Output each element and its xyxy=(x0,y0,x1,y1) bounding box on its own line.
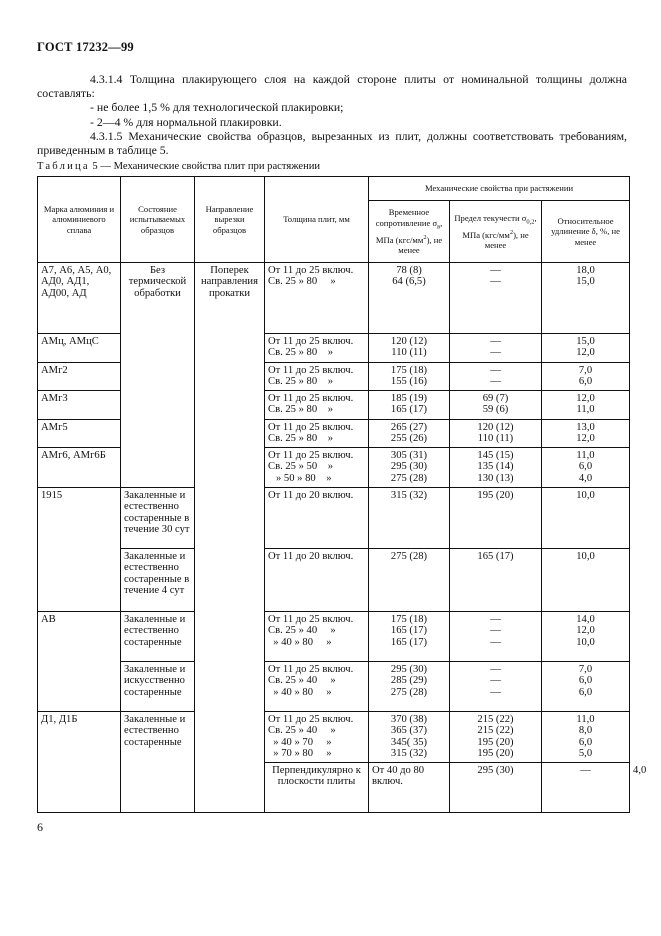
cell-yield: — — — xyxy=(450,612,542,662)
cell-elongation: 13,0 12,0 xyxy=(542,420,630,448)
cell-direction-perpendicular: Перпендикулярно к плоскости плиты xyxy=(265,762,369,812)
cell-thickness: От 40 до 80 включ. xyxy=(369,762,450,812)
cell-grade: 1915 xyxy=(38,488,121,612)
mechanical-properties-table xyxy=(37,176,647,813)
cell-grade: АМц, АМцС xyxy=(38,334,121,363)
list-item-technological: - не более 1,5 % для технологической плакировки; xyxy=(90,100,344,115)
header-thickness: Толщина плит, мм xyxy=(265,177,369,263)
cell-tensile: 295 (30) 285 (29) 275 (28) xyxy=(369,662,450,712)
cell-yield: 165 (17) xyxy=(450,549,542,612)
cell-tensile: 175 (18) 155 (16) xyxy=(369,363,450,391)
cell-tensile: 315 (32) xyxy=(369,488,450,549)
header-state: Состояние испытываемых образцов xyxy=(121,177,195,263)
cell-grade: АМг6, АМг6Б xyxy=(38,448,121,488)
table-row: Перпендикулярно к плоскости плиты От 40 до 80 включ. 295 (30) — 4,0 xyxy=(38,762,630,812)
cell-thickness: От 11 до 25 включ. Св. 25 » 40 » » 40 » 80 » xyxy=(265,612,369,662)
cell-tensile: 175 (18) 165 (17) 165 (17) xyxy=(369,612,450,662)
cell-tensile: 305 (31) 295 (30) 275 (28) xyxy=(369,448,450,488)
cell-state: Закаленные и искусственно состаренные xyxy=(121,662,195,712)
cell-elongation: 12,0 11,0 xyxy=(542,391,630,420)
table-row xyxy=(38,662,630,712)
table-caption-label: Таблица xyxy=(37,161,90,172)
table-row xyxy=(38,263,630,334)
cell-yield: — — — xyxy=(450,662,542,712)
cell-tensile: 370 (38) 365 (37) 345( 35) 315 (32) xyxy=(369,712,450,763)
cell-yield: 120 (12) 110 (11) xyxy=(450,420,542,448)
cell-thickness: От 11 до 25 включ. Св. 25 » 80 » xyxy=(265,334,369,363)
cell-elongation: 7,0 6,0 6,0 xyxy=(542,662,630,712)
cell-state: Закаленные и естественно состаренные xyxy=(121,612,195,662)
cell-grade: АМг2 xyxy=(38,363,121,391)
cell-thickness: От 11 до 25 включ. Св. 25 » 80 » xyxy=(265,363,369,391)
table-row xyxy=(38,712,630,763)
cell-yield: 69 (7) 59 (6) xyxy=(450,391,542,420)
table-caption-title: 5 — Механические свойства плит при растяжении xyxy=(92,161,321,172)
cell-thickness: От 11 до 20 включ. xyxy=(265,488,369,549)
cell-yield: — — xyxy=(450,263,542,334)
cell-grade: АМг3 xyxy=(38,391,121,420)
cell-grade: АВ xyxy=(38,612,121,712)
cell-yield: — — xyxy=(450,363,542,391)
cell-thickness: От 11 до 25 включ. Св. 25 » 50 » » 50 » 80 » xyxy=(265,448,369,488)
header-mechanical-group: Механические свойства при растяжении xyxy=(369,177,630,201)
header-tensile-strength: Временное сопротивление $\sigma_в$, МПа $(кгс/мм^2)$, не менее xyxy=(369,201,450,263)
cell-thickness: От 11 до 25 включ. Св. 25 » 80 » xyxy=(265,391,369,420)
cell-thickness: От 11 до 25 включ. Св. 25 » 40 » » 40 » 70 » » 70 » 80 » xyxy=(265,712,369,763)
document-header: ГОСТ 17232—99 xyxy=(37,40,134,54)
cell-elongation: 11,0 6,0 4,0 xyxy=(542,448,630,488)
cell-grade: Д1, Д1Б xyxy=(38,712,121,813)
cell-tensile: 295 (30) xyxy=(450,762,542,812)
header-elongation: Относительное удлинение δ, %, не менее xyxy=(542,201,630,263)
cell-tensile: 265 (27) 255 (26) xyxy=(369,420,450,448)
cell-tensile: 120 (12) 110 (11) xyxy=(369,334,450,363)
cell-tensile: 275 (28) xyxy=(369,549,450,612)
cell-state-no-heat: Без термической обработки xyxy=(121,263,195,488)
table-row xyxy=(38,549,630,612)
body-text xyxy=(37,72,627,157)
paragraph-4-3-1-5: 4.3.1.5 Механические свойства образцов, вырезанных из плит, должны соответствовать требованиям, приведенным в таблице 5. xyxy=(37,128,627,158)
cell-elongation: 10,0 xyxy=(542,549,630,612)
cell-thickness: От 11 до 25 включ. Св. 25 » 80 » xyxy=(265,420,369,448)
cell-elongation: 14,0 12,0 10,0 xyxy=(542,612,630,662)
cell-tensile: 185 (19) 165 (17) xyxy=(369,391,450,420)
cell-elongation: 18,0 15,0 xyxy=(542,263,630,334)
paragraph-4-3-1-4: 4.3.1.4 Толщина плакирующего слоя на каждой стороне плиты от номинальной толщины должна составлять: xyxy=(37,72,627,101)
cell-grade: АМг5 xyxy=(38,420,121,448)
cell-grade: А7, А6, А5, А0, АД0, АД1, АД00, АД xyxy=(38,263,121,334)
cell-elongation: 15,0 12,0 xyxy=(542,334,630,363)
cell-yield: — xyxy=(542,762,630,812)
cell-state: Закаленные и естественно состаренные xyxy=(121,712,195,813)
cell-direction-across: Поперек направления прокатки xyxy=(195,263,265,813)
cell-state: Закаленные и естественно состаренные в течение 30 сут xyxy=(121,488,195,549)
cell-thickness: От 11 до 25 включ. Св. 25 » 80 » xyxy=(265,263,369,334)
page-number: 6 xyxy=(37,820,43,834)
table-caption xyxy=(37,161,320,172)
cell-thickness: От 11 до 20 включ. xyxy=(265,549,369,612)
header-direction: Направление вырезки образцов xyxy=(195,177,265,263)
cell-yield: — — xyxy=(450,334,542,363)
table-row xyxy=(38,488,630,549)
list-item-normal: - 2—4 % для нормальной плакировки. xyxy=(90,114,282,129)
cell-tensile: 78 (8) 64 (6,5) xyxy=(369,263,450,334)
cell-yield: 215 (22) 215 (22) 195 (20) 195 (20) xyxy=(450,712,542,763)
cell-elongation: 7,0 6,0 xyxy=(542,363,630,391)
cell-thickness: От 11 до 25 включ. Св. 25 » 40 » » 40 » 80 » xyxy=(265,662,369,712)
header-grade: Марка алюминия и алюминиевого сплава xyxy=(38,177,121,263)
cell-elongation: 10,0 xyxy=(542,488,630,549)
cell-yield: 195 (20) xyxy=(450,488,542,549)
cell-state: Закаленные и естественно состаренные в течение 4 сут xyxy=(121,549,195,612)
header-yield-strength: Предел текучести $\sigma_{0,2}$, МПа $(кгс/мм^2)$, не менее xyxy=(450,201,542,263)
table-row xyxy=(38,612,630,662)
cell-yield: 145 (15) 135 (14) 130 (13) xyxy=(450,448,542,488)
cell-elongation: 11,0 8,0 6,0 5,0 xyxy=(542,712,630,763)
